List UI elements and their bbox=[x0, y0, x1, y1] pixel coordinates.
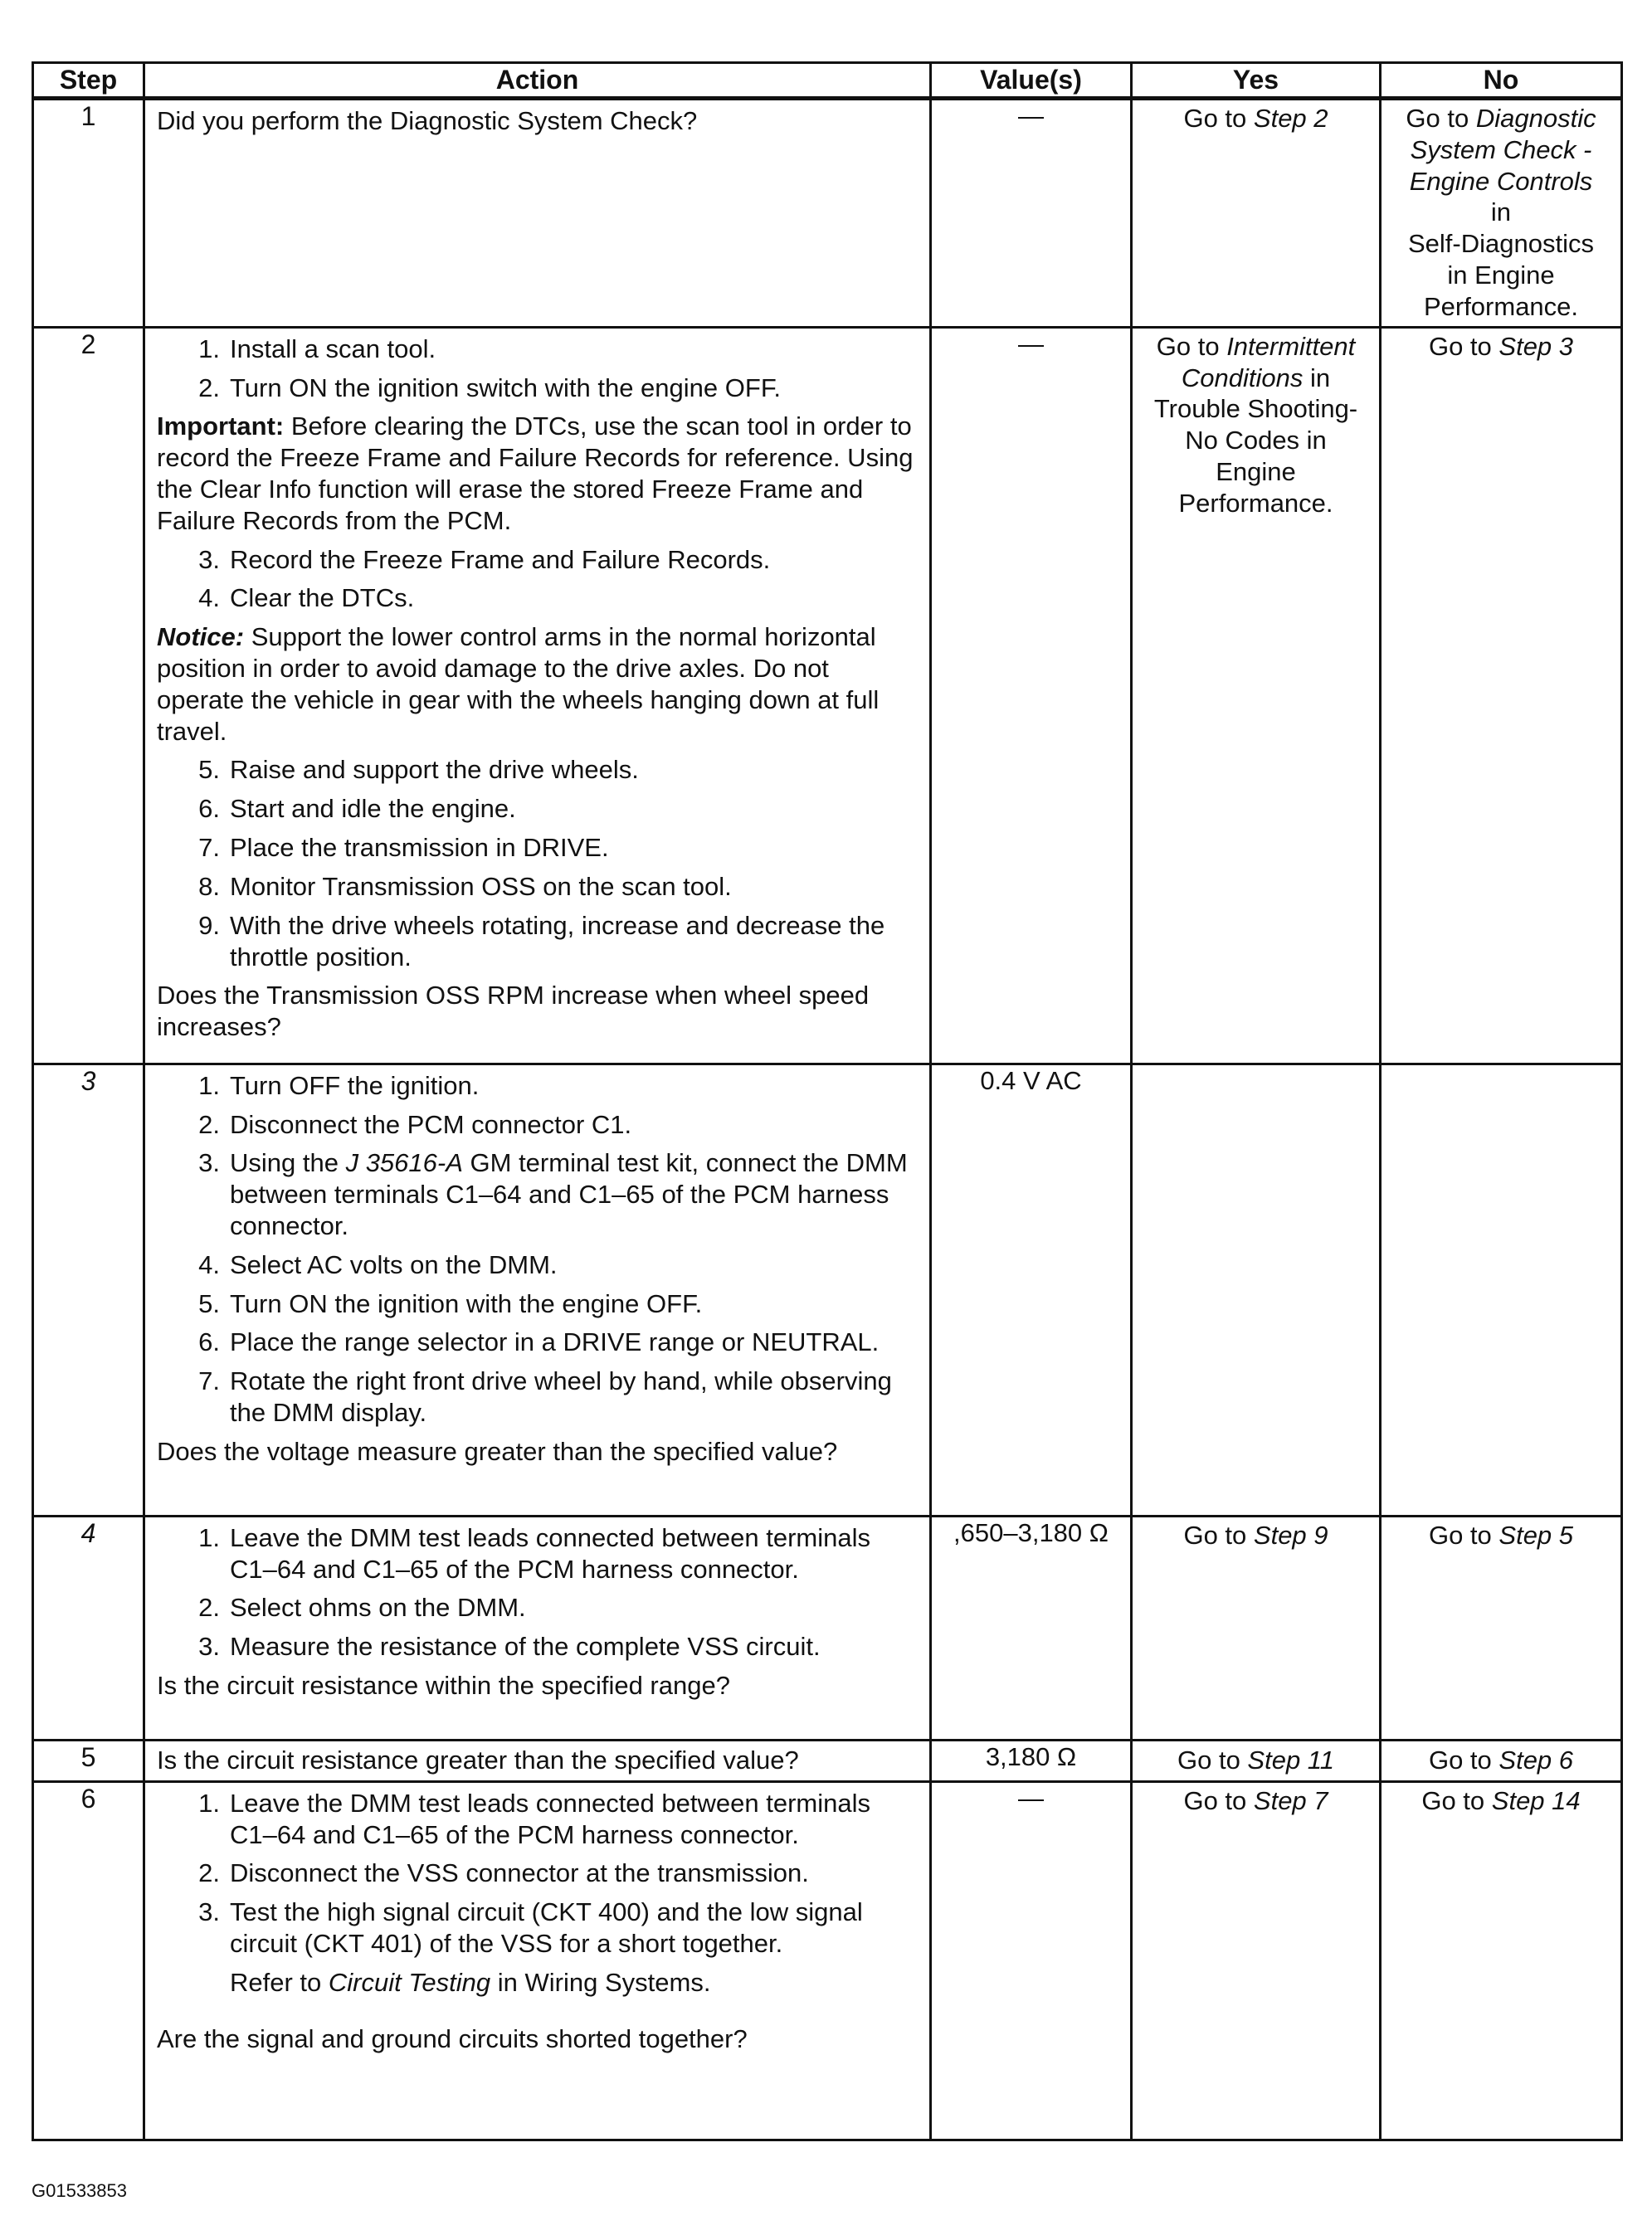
question: Is the circuit resistance greater than the specified value? bbox=[157, 1746, 799, 1775]
value-cell: 3,180 Ω bbox=[931, 1740, 1132, 1781]
list-item: 7. Place the transmission in DRIVE. bbox=[198, 833, 609, 863]
step-number: 1 bbox=[33, 99, 144, 328]
value-cell: — bbox=[931, 99, 1132, 328]
no-cell: Go to Step 14 bbox=[1381, 1781, 1622, 2140]
step-row-3 bbox=[33, 1064, 1622, 1516]
list-item: 2. Disconnect the PCM connector C1. bbox=[198, 1109, 632, 1139]
yes-cell: Go to Step 7 bbox=[1132, 1781, 1381, 2140]
no-cell: Go to Step 5 bbox=[1381, 1516, 1622, 1740]
list-item: 7. Rotate the right front drive wheel by hand, while observing the DMM display. bbox=[198, 1366, 892, 1428]
list-item: 8. Monitor Transmission OSS on the scan tool. bbox=[198, 871, 732, 901]
no-text-performance: Performance. bbox=[1423, 291, 1579, 321]
diagnostic-table bbox=[32, 61, 1623, 2141]
no-cell bbox=[1381, 99, 1622, 328]
list-item: 6. Start and idle the engine. bbox=[198, 794, 516, 824]
list-item: 3. Measure the resistance of the complete VSS circuit. bbox=[198, 1632, 821, 1662]
tool-reference: J 35616-A bbox=[345, 1148, 463, 1178]
yes-cell: Go to Step 9 bbox=[1132, 1516, 1381, 1740]
list-item: 5. Raise and support the drive wheels. bbox=[198, 755, 639, 785]
list-item: 2. Select ohms on the DMM. bbox=[198, 1593, 526, 1623]
action-cell bbox=[144, 1064, 931, 1516]
list-item: 9. With the drive wheels rotating, increase and decrease the throttle position. bbox=[198, 910, 885, 971]
list-item: 5. Turn ON the ignition with the engine OFF. bbox=[198, 1288, 703, 1318]
yes-cell bbox=[1132, 99, 1381, 328]
step-number: 6 bbox=[33, 1781, 144, 2140]
step-row-6 bbox=[33, 1781, 1622, 2140]
diagnostic-table-sheet bbox=[32, 61, 1620, 2141]
no-link-diagnostic[interactable]: Diagnostic bbox=[1475, 104, 1596, 134]
header-step: Step bbox=[33, 63, 144, 99]
header-values: Value(s) bbox=[931, 63, 1132, 99]
important-note: Important: Before clearing the DTCs, use the scan tool in order to record the Freeze Frame and Failure Records for reference. Using the Clear Info function will erase the stored Freeze Frame and Failure Records from the PCM. bbox=[157, 411, 914, 535]
no-link-engine-controls[interactable]: Engine Controls bbox=[1409, 166, 1593, 196]
notice-label: Notice: bbox=[157, 622, 245, 652]
yes-step-link[interactable]: Step 11 bbox=[1247, 1746, 1334, 1775]
value-cell: — bbox=[931, 1781, 1132, 2140]
value-cell: ,650–3,180 Ω bbox=[931, 1516, 1132, 1740]
question: Does the Transmission OSS RPM increase when wheel speed increases? bbox=[157, 981, 870, 1042]
step-row-1 bbox=[33, 99, 1622, 328]
no-step-link[interactable]: Step 3 bbox=[1498, 331, 1574, 361]
list-item: 2. Disconnect the VSS connector at the transmission. bbox=[198, 1858, 809, 1888]
action-cell bbox=[144, 99, 931, 328]
step-row-2 bbox=[33, 327, 1622, 1064]
header-yes: Yes bbox=[1132, 63, 1381, 99]
yes-link-conditions[interactable]: Conditions bbox=[1181, 363, 1304, 392]
header-no: No bbox=[1381, 63, 1622, 99]
step-number: 5 bbox=[33, 1740, 144, 1781]
question: Is the circuit resistance within the specified range? bbox=[157, 1670, 730, 1700]
list-item: 1. Leave the DMM test leads connected between terminals C1–64 and C1–65 of the PCM harness connector. bbox=[198, 1788, 870, 1849]
reference-note: Refer to Circuit Testing in Wiring Systems. bbox=[230, 1967, 711, 1997]
no-prefix: Go to bbox=[1406, 104, 1476, 134]
list-item: 2. Turn ON the ignition switch with the engine OFF. bbox=[198, 372, 781, 402]
question: Does the voltage measure greater than the specified value? bbox=[157, 1436, 838, 1466]
important-label: Important: bbox=[157, 411, 285, 441]
question: Are the signal and ground circuits shorted together? bbox=[157, 2023, 748, 2053]
step-row-4 bbox=[33, 1516, 1622, 1740]
list-item: 3. Using the J 35616-A GM terminal test kit, connect the DMM between terminals C1–64 and C1–65 of the PCM harness connector. bbox=[198, 1148, 908, 1240]
no-cell: Go to Step 3 bbox=[1381, 327, 1622, 1064]
list-item: 1. Install a scan tool. bbox=[198, 334, 436, 363]
figure-code: G01533853 bbox=[32, 2180, 127, 2201]
value-cell: 0.4 V AC bbox=[931, 1064, 1132, 1516]
yes-cell: Go to Step 11 bbox=[1132, 1740, 1381, 1781]
step-row-5 bbox=[33, 1740, 1622, 1781]
yes-link-intermittent[interactable]: Intermittent bbox=[1226, 331, 1356, 361]
list-item: 6. Place the range selector in a DRIVE range or NEUTRAL. bbox=[198, 1327, 880, 1357]
list-item: 3. Test the high signal circuit (CKT 400) and the low signal circuit (CKT 401) of the VSS for a short together. bbox=[198, 1897, 863, 1958]
action-cell bbox=[144, 1740, 931, 1781]
yes-step-link[interactable]: Step 9 bbox=[1253, 1520, 1328, 1550]
reference-link[interactable]: Circuit Testing bbox=[328, 1967, 491, 1997]
yes-prefix: Go to bbox=[1183, 104, 1254, 134]
action-cell bbox=[144, 327, 931, 1064]
header-row bbox=[33, 63, 1622, 99]
list-item: 4. Clear the DTCs. bbox=[198, 583, 415, 613]
yes-cell: Go to Intermittent Conditions in Trouble Shooting- No Codes in Engine Performance. bbox=[1132, 327, 1381, 1064]
no-link-system-check[interactable]: System Check - bbox=[1410, 134, 1592, 164]
step-number: 3 bbox=[33, 1064, 144, 1516]
no-cell: Go to Step 6 bbox=[1381, 1740, 1622, 1781]
yes-cell bbox=[1132, 1064, 1381, 1516]
list-item: 1. Leave the DMM test leads connected between terminals C1–64 and C1–65 of the PCM harness connector. bbox=[198, 1522, 870, 1584]
header-action: Action bbox=[144, 63, 931, 99]
no-step-link[interactable]: Step 6 bbox=[1498, 1746, 1574, 1775]
no-step-link[interactable]: Step 14 bbox=[1491, 1785, 1581, 1815]
no-text-self-diagnostics: Self-Diagnostics bbox=[1408, 229, 1594, 259]
yes-step-link[interactable]: Step 2 bbox=[1253, 104, 1328, 134]
no-text-in: in bbox=[1490, 197, 1512, 227]
list-item: 4. Select AC volts on the DMM. bbox=[198, 1249, 558, 1279]
step-number: 4 bbox=[33, 1516, 144, 1740]
question: Did you perform the Diagnostic System Check? bbox=[157, 106, 698, 136]
value-cell: — bbox=[931, 327, 1132, 1064]
yes-step-link[interactable]: Step 7 bbox=[1253, 1785, 1328, 1815]
action-cell bbox=[144, 1781, 931, 2140]
list-item: 1. Turn OFF the ignition. bbox=[198, 1070, 480, 1100]
action-cell bbox=[144, 1516, 931, 1740]
list-item: 3. Record the Freeze Frame and Failure Records. bbox=[198, 544, 771, 574]
step-number: 2 bbox=[33, 327, 144, 1064]
notice-note: Notice: Support the lower control arms in the normal horizontal position in order to avoid damage to the drive axles. Do not operate the vehicle in gear with the wheels hanging down at full travel. bbox=[157, 622, 880, 746]
no-cell bbox=[1381, 1064, 1622, 1516]
no-step-link[interactable]: Step 5 bbox=[1498, 1520, 1574, 1550]
no-text-in-engine: in Engine bbox=[1447, 261, 1555, 290]
